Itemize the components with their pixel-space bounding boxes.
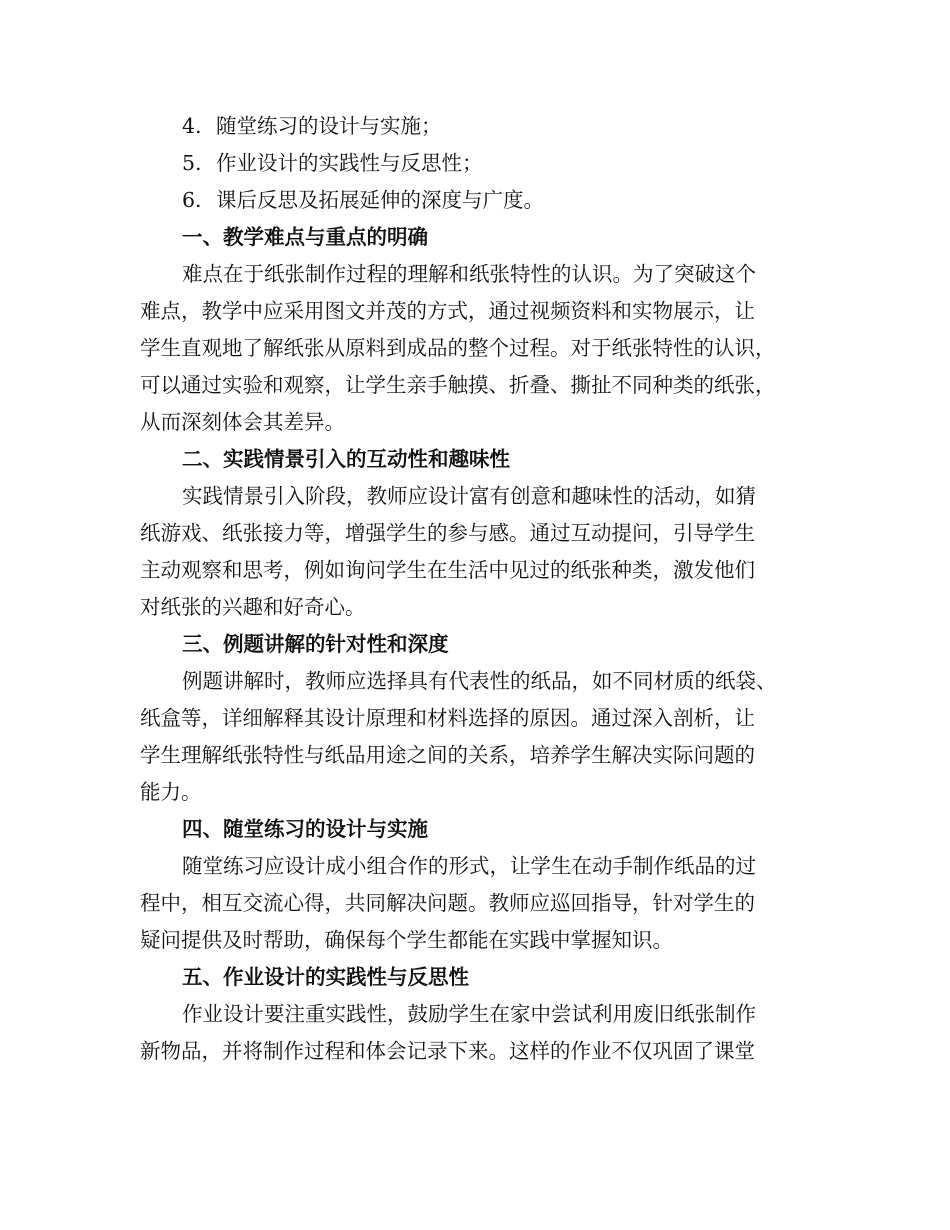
- section-heading: 五、作业设计的实践性与反思性: [182, 965, 469, 989]
- list-item: [140, 182, 815, 219]
- section-paragraph: [140, 478, 815, 626]
- paragraph-line: 新物品，并将制作过程和体会记录下来。这样的作业不仅巩固了课堂: [140, 1039, 755, 1063]
- list-item-text: 作业设计的实践性与反思性；: [216, 151, 483, 175]
- list-item-number: 5.: [182, 151, 202, 175]
- paragraph-line: 能力。: [140, 780, 202, 804]
- list-item: [140, 145, 815, 182]
- paragraph-line: 主动观察和思考，例如询问学生在生活中见过的纸张种类，激发他们: [140, 558, 755, 582]
- paragraph-line: 学生直观地了解纸张从原料到成品的整个过程。对于纸张特性的认识，: [140, 336, 776, 360]
- document-page: [140, 108, 815, 1070]
- section-heading: 三、例题讲解的针对性和深度: [182, 632, 449, 656]
- paragraph-line: 从而深刻体会其差异。: [140, 410, 345, 434]
- paragraph-line: 程中，相互交流心得，共同解决问题。教师应巡回指导，针对学生的: [140, 891, 755, 915]
- section-heading: 二、实践情景引入的互动性和趣味性: [182, 447, 510, 471]
- list-item-number: 6.: [182, 188, 202, 212]
- paragraph-line: 纸盒等，详细解释其设计原理和材料选择的原因。通过深入剖析，让: [140, 706, 755, 730]
- paragraph-line: 纸游戏、纸张接力等，增强学生的参与感。通过互动提问，引导学生: [140, 521, 755, 545]
- section-heading: 一、教学难点与重点的明确: [182, 225, 428, 249]
- paragraph-line: 难点在于纸张制作过程的理解和纸张特性的认识。为了突破这个: [182, 262, 756, 286]
- list-item-text: 随堂练习的设计与实施；: [216, 114, 442, 138]
- section-paragraph: [140, 663, 815, 811]
- section-paragraph: [140, 848, 815, 959]
- section-heading: 四、随堂练习的设计与实施: [182, 817, 428, 841]
- paragraph-line: 作业设计要注重实践性，鼓励学生在家中尝试利用废旧纸张制作: [182, 1002, 756, 1026]
- paragraph-line: 学生理解纸张特性与纸品用途之间的关系，培养学生解决实际问题的: [140, 743, 755, 767]
- section-paragraph: [140, 996, 815, 1070]
- list-item-number: 4.: [182, 114, 202, 138]
- paragraph-line: 例题讲解时，教师应选择具有代表性的纸品，如不同材质的纸袋、: [182, 669, 777, 693]
- paragraph-line: 对纸张的兴趣和好奇心。: [140, 595, 366, 619]
- paragraph-line: 疑问提供及时帮助，确保每个学生都能在实践中掌握知识。: [140, 928, 673, 952]
- list-item: [140, 108, 815, 145]
- section-paragraph: [140, 256, 815, 441]
- paragraph-line: 随堂练习应设计成小组合作的形式，让学生在动手制作纸品的过: [182, 854, 756, 878]
- list-item-text: 课后反思及拓展延伸的深度与广度。: [216, 188, 544, 212]
- paragraph-line: 难点，教学中应采用图文并茂的方式，通过视频资料和实物展示，让: [140, 299, 755, 323]
- paragraph-line: 实践情景引入阶段，教师应设计富有创意和趣味性的活动，如猜: [182, 484, 756, 508]
- paragraph-line: 可以通过实验和观察，让学生亲手触摸、折叠、撕扯不同种类的纸张，: [140, 373, 776, 397]
